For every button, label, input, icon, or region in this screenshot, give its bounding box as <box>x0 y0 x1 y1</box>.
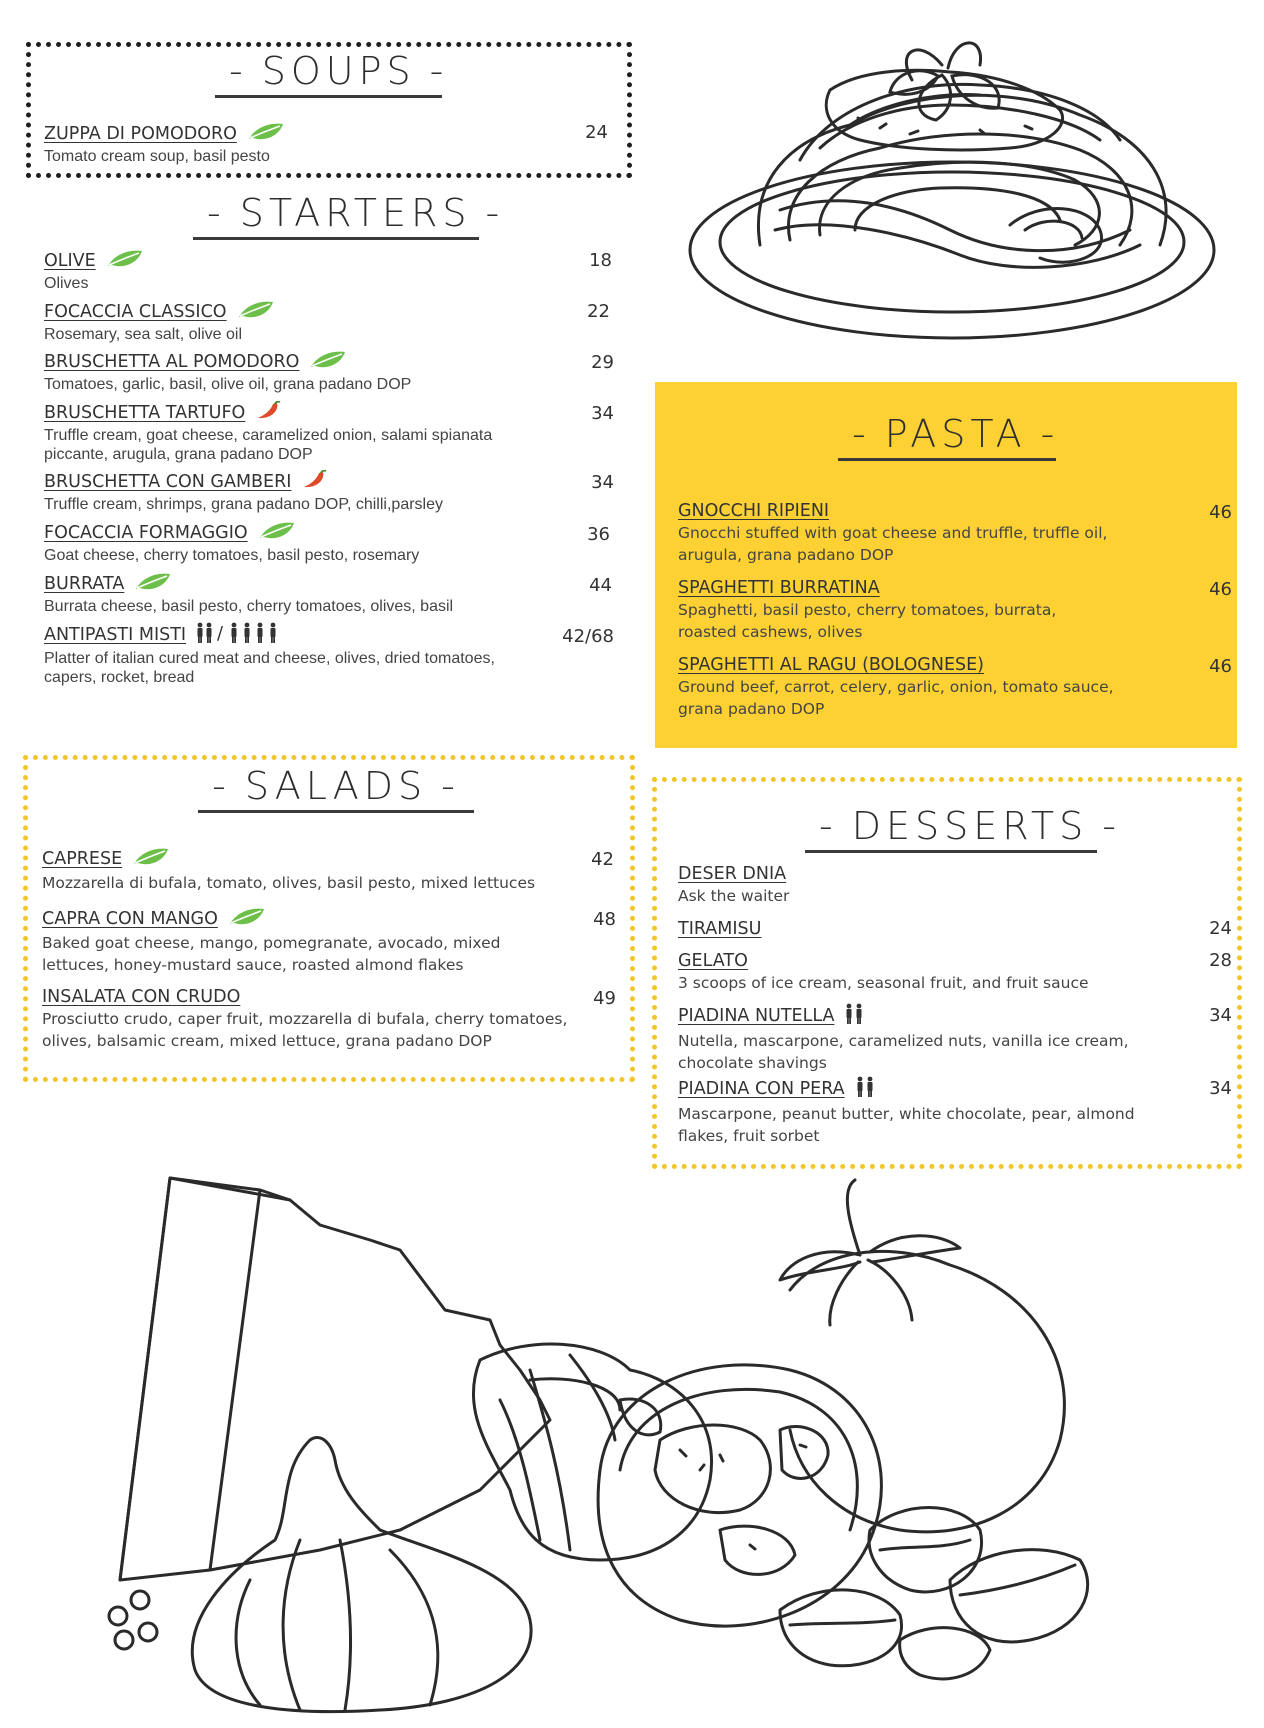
item-price: 46 <box>1209 656 1232 677</box>
leaf-icon <box>134 572 172 596</box>
item-description: Truffle cream, goat cheese, caramelized onion, salami spianata piccante, arugula, grana padano DOP <box>44 427 493 463</box>
menu-item-spaghetti-al-ragu <box>678 654 1148 720</box>
item-description: 3 scoops of ice cream, seasonal fruit, and fruit sauce <box>678 973 1089 992</box>
item-price: 42/68 <box>562 626 614 647</box>
leaf-icon <box>132 847 170 871</box>
people-icon <box>196 622 282 648</box>
menu-item-bruschetta-con-gamberi <box>44 470 564 514</box>
item-price: 42 <box>591 849 614 870</box>
item-name: INSALATA CON CRUDO <box>42 986 241 1007</box>
item-name: ANTIPASTI MISTI <box>44 625 187 645</box>
ingredients-illustration <box>100 1170 1190 1715</box>
item-price: 48 <box>593 909 616 930</box>
menu-item-focaccia-classico <box>44 300 564 344</box>
item-price: 24 <box>1209 918 1232 939</box>
item-description: Tomatoes, garlic, basil, olive oil, grana padano DOP <box>44 376 412 393</box>
item-description: Platter of italian cured meat and cheese, olives, dried tomatoes, capers, rocket, bread <box>44 650 495 686</box>
menu-item-zuppa-di-pomodoro <box>44 122 564 166</box>
item-price: 22 <box>587 301 610 322</box>
item-name: CAPRA CON MANGO <box>42 909 218 929</box>
soups-heading: - SOUPS - <box>215 52 442 98</box>
item-price: 44 <box>589 575 612 596</box>
menu-item-tiramisu <box>678 918 1148 939</box>
item-description: Baked goat cheese, mango, pomegranate, avocado, mixed lettuces, honey-mustard sauce, roasted almond flakes <box>42 934 501 974</box>
menu-item-deser-dnia <box>678 863 1148 907</box>
item-price: 49 <box>593 988 616 1009</box>
item-price: 34 <box>591 403 614 424</box>
menu-item-burrata <box>44 572 564 616</box>
item-description: Gnocchi stuffed with goat cheese and truffle, truffle oil, arugula, grana padano DOP <box>678 523 1108 564</box>
menu-item-piadina-nutella <box>678 1003 1148 1074</box>
menu-item-insalata-con-crudo <box>42 986 572 1052</box>
item-description: Rosemary, sea salt, olive oil <box>44 326 242 343</box>
item-name: BRUSCHETTA CON GAMBERI <box>44 472 292 492</box>
item-description: Tomato cream soup, basil pesto <box>44 148 270 165</box>
item-name: SPAGHETTI AL RAGU (BOLOGNESE) <box>678 654 985 675</box>
item-price: 36 <box>587 524 610 545</box>
people-icon <box>855 1076 877 1102</box>
pasta-heading: - PASTA - <box>838 415 1056 461</box>
item-price: 24 <box>585 122 608 143</box>
item-price: 34 <box>1209 1078 1232 1099</box>
chili-icon <box>301 470 327 494</box>
item-price: 34 <box>1209 1005 1232 1026</box>
item-description: Burrata cheese, basil pesto, cherry tomatoes, olives, basil <box>44 598 454 615</box>
menu-item-capra-con-mango <box>42 907 572 976</box>
leaf-icon <box>247 122 285 146</box>
item-description: Nutella, mascarpone, caramelized nuts, vanilla ice cream, chocolate shavings <box>678 1032 1129 1072</box>
item-price: 28 <box>1209 950 1232 971</box>
menu-item-caprese <box>42 847 582 894</box>
item-description: Ask the waiter <box>678 886 790 905</box>
spaghetti-plate-illustration <box>680 30 1225 345</box>
item-name: ZUPPA DI POMODORO <box>44 124 237 144</box>
item-name: FOCACCIA FORMAGGIO <box>44 523 248 543</box>
item-description: Olives <box>44 275 89 292</box>
salads-heading: - SALADS - <box>198 767 474 813</box>
leaf-icon <box>309 350 347 374</box>
menu-item-olive <box>44 249 564 293</box>
item-name: PIADINA CON PERA <box>678 1079 845 1099</box>
item-price: 46 <box>1209 579 1232 600</box>
item-name: SPAGHETTI BURRATINA <box>678 577 880 598</box>
item-name: DESER DNIA <box>678 863 787 884</box>
menu-item-gelato <box>678 950 1148 994</box>
item-name: GELATO <box>678 950 748 971</box>
menu-item-spaghetti-burratina <box>678 577 1118 643</box>
leaf-icon <box>228 907 266 931</box>
item-name: BRUSCHETTA TARTUFO <box>44 403 246 423</box>
item-name: FOCACCIA CLASSICO <box>44 302 227 322</box>
svg-text:/: / <box>217 623 224 644</box>
item-description: Ground beef, carrot, celery, garlic, onion, tomato sauce, grana padano DOP <box>678 677 1114 718</box>
item-name: TIRAMISU <box>678 918 762 939</box>
menu-item-antipasti-misti <box>44 622 534 687</box>
item-name: OLIVE <box>44 251 96 271</box>
menu-item-piadina-con-pera <box>678 1076 1178 1147</box>
desserts-heading: - DESSERTS - <box>805 807 1097 853</box>
leaf-icon <box>258 521 296 545</box>
leaf-icon <box>106 249 144 273</box>
item-name: BURRATA <box>44 574 125 594</box>
item-description: Mozzarella di bufala, tomato, olives, basil pesto, mixed lettuces <box>42 874 536 892</box>
chili-icon <box>255 401 281 425</box>
item-description: Prosciutto crudo, caper fruit, mozzarella di bufala, cherry tomatoes, olives, balsamic cream, mixed lettuce, grana padano DOP <box>42 1009 568 1050</box>
menu-item-gnocchi-ripieni <box>678 500 1138 566</box>
item-price: 46 <box>1209 502 1232 523</box>
item-description: Goat cheese, cherry tomatoes, basil pesto, rosemary <box>44 547 420 564</box>
item-name: PIADINA NUTELLA <box>678 1006 835 1026</box>
item-price: 18 <box>589 250 612 271</box>
people-icon <box>844 1003 866 1029</box>
starters-heading: - STARTERS - <box>193 194 479 240</box>
item-description: Truffle cream, shrimps, grana padano DOP, chilli,parsley <box>44 496 443 513</box>
item-price: 29 <box>591 352 614 373</box>
item-name: GNOCCHI RIPIENI <box>678 500 830 521</box>
item-description: Spaghetti, basil pesto, cherry tomatoes, burrata, roasted cashews, olives <box>678 600 1057 641</box>
leaf-icon <box>237 300 275 324</box>
menu-item-bruschetta-al-pomodoro <box>44 350 564 394</box>
item-name: BRUSCHETTA AL POMODORO <box>44 352 300 372</box>
item-price: 34 <box>591 472 614 493</box>
item-description: Mascarpone, peanut butter, white chocolate, pear, almond flakes, fruit sorbet <box>678 1105 1135 1145</box>
menu-item-focaccia-formaggio <box>44 521 564 565</box>
menu-item-bruschetta-tartufo <box>44 401 554 464</box>
item-name: CAPRESE <box>42 849 123 869</box>
